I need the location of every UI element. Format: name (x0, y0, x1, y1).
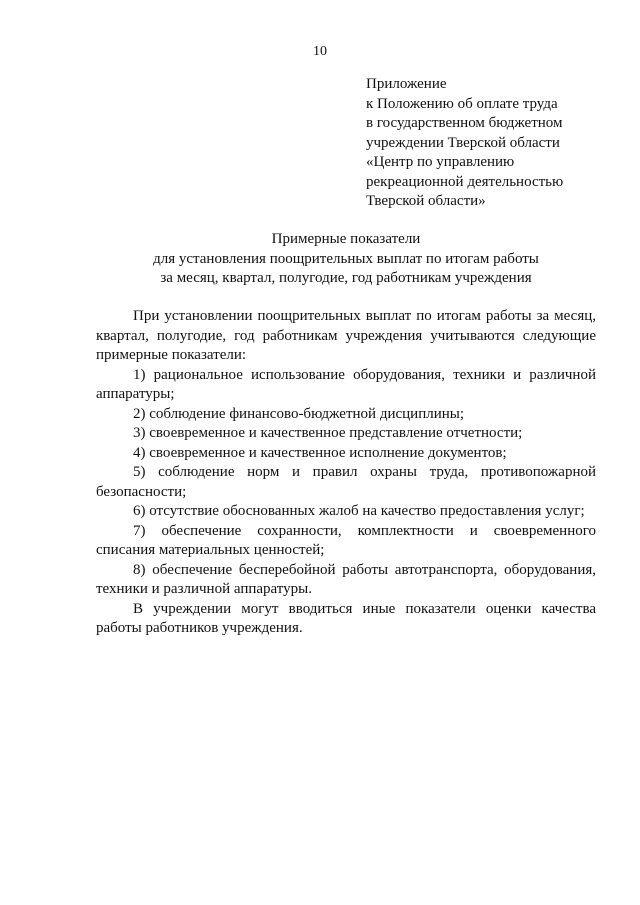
appendix-line: «Центр по управлению (366, 154, 515, 170)
title-line: Примерные показатели (271, 231, 421, 247)
closing-paragraph: В учреждении могут вводиться иные показатели оценки качества работы работников учреждения. (96, 600, 596, 636)
list-item: 1) рациональное использование оборудования, техники и различной аппаратуры; (96, 366, 596, 402)
appendix-line: Тверской области» (366, 193, 486, 209)
appendix-header (366, 75, 616, 212)
list-item: 4) своевременное и качественное исполнение документов; (133, 444, 507, 461)
appendix-line: учреждении Тверской области (366, 134, 560, 151)
appendix-line: рекреационной деятельностью (366, 173, 564, 190)
list-item: 7) обеспечение сохранности, комплектности и своевременного списания материальных ценностей; (96, 522, 596, 558)
title-line: за месяц, квартал, полугодие, год работникам учреждения (160, 270, 532, 286)
document-title (96, 230, 596, 289)
appendix-line: Приложение (366, 76, 447, 92)
list-item: 2) соблюдение финансово-бюджетной дисциплины; (133, 405, 465, 422)
appendix-line: к Положению об оплате труда (366, 95, 558, 112)
title-line: для установления поощрительных выплат по итогам работы (153, 250, 539, 267)
appendix-line: в государственном бюджетном (366, 115, 563, 131)
list-item: 6) отсутствие обоснованных жалоб на качество предоставления услуг; (133, 503, 585, 519)
list-item: 5) соблюдение норм и правил охраны труда, противопожарной безопасности; (96, 464, 596, 500)
document-body (96, 307, 596, 639)
intro-paragraph: При установлении поощрительных выплат по итогам работы за месяц, квартал, полугодие, год работникам учреждения учитываются следующие примерные показатели: (96, 308, 596, 363)
page-number: 10 (313, 44, 327, 59)
list-item: 8) обеспечение бесперебойной работы автотранспорта, оборудования, техники и различной аппаратуры. (96, 561, 596, 597)
list-item: 3) своевременное и качественное представление отчетности; (133, 425, 523, 441)
